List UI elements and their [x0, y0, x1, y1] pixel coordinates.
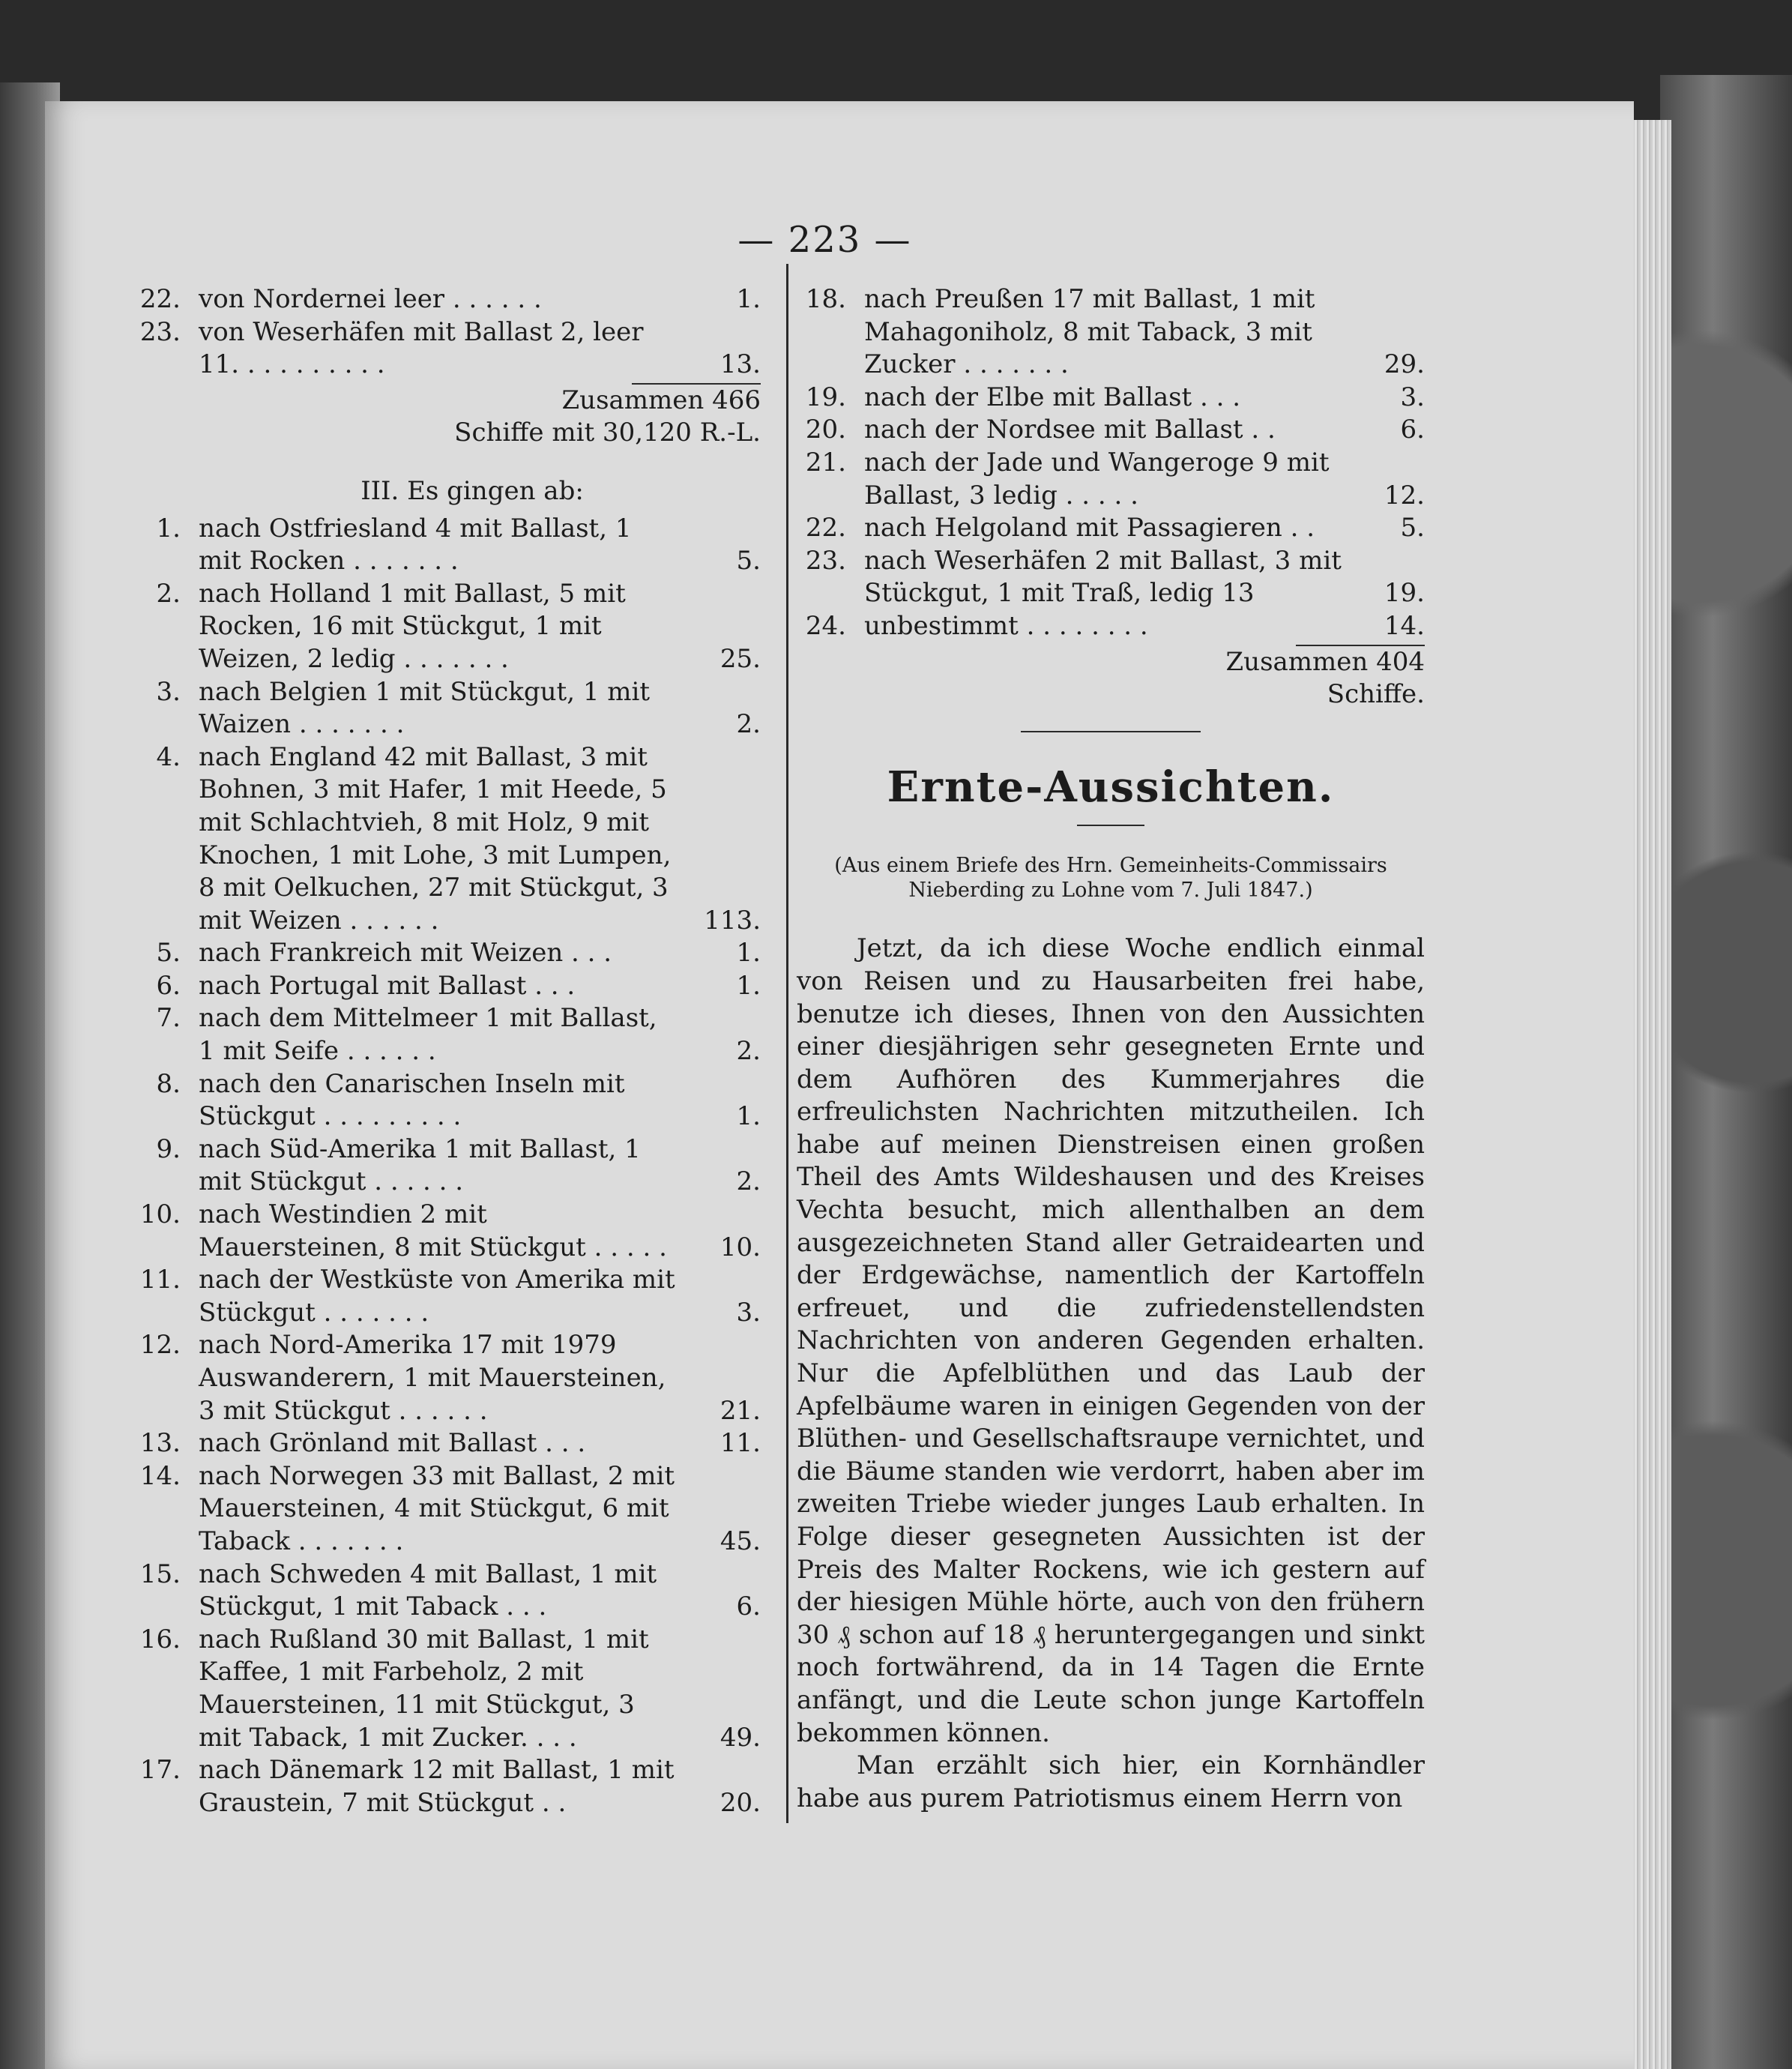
- entry-text: nach Belgien 1 mit Stückgut, 1 mit Waizen . . . . . . .: [199, 676, 651, 740]
- article-paragraph: Jetzt, da ich diese Woche endlich einmal von Reisen und zu Hausarbeiten frei habe, benutze ich dieses, Ihnen von den Aussichten einer diesjährigen sehr gesegneten Ernte und dem Aufhören des Kummerjahres die erfreulichsten Nachrichten mitzutheilen. Ich habe auf meinen Dienstreisen einen großen Theil des Amts Wildeshausen und des Kreises Vechta besucht, mich allenthalben an dem ausgezeichneten Stand aller Getraidearten und der Erdgewächse, namentlich der Kartoffeln erfreuet, und die zufriedenstellendsten Nachrichten von anderen Gegenden erhalten. Nur die Apfelblüthen und das Laub der Apfelbäume waren in einigen Gegenden von der Blüthen- und Gesellschaftsraupe vernichtet, und die Bäume standen wie verdorrt, haben aber im zweiten Triebe wieder junges Laub erhalten. In Folge dieser gesegneten Aussichten ist der Preis des Malter Rockens, wie ich gestern auf der hiesigen Mühle hörte, auch von den frühern 30 ₰ schon auf 18 ₰ heruntergegangen und sinkt noch fortwährend, da in 14 Tagen die Ernte anfängt, und die Leute schon junge Kartoffeln bekommen können.: [797, 933, 1425, 1748]
- total-line-1: Zusammen 404: [1225, 646, 1425, 677]
- list-item: [131, 1329, 761, 1427]
- list-item: [131, 741, 761, 938]
- entry-text: nach der Nordsee mit Ballast . .: [864, 415, 1276, 445]
- entry-number: 9.: [156, 1133, 181, 1164]
- list-item: [797, 512, 1425, 545]
- entry-text: nach Westindien 2 mit Mauersteinen, 8 mit Stückgut . . . . .: [199, 1199, 667, 1262]
- departure-entries: [131, 513, 761, 1820]
- list-item: [131, 1624, 761, 1754]
- list-item: [131, 513, 761, 578]
- section-heading: III. Es gingen ab:: [360, 475, 584, 506]
- entry-value: 6.: [1400, 415, 1425, 445]
- list-item: [131, 1460, 761, 1558]
- entry-text: nach Dänemark 12 mit Ballast, 1 mit Graustein, 7 mit Stückgut . .: [199, 1755, 675, 1818]
- entry-value: 10.: [719, 1232, 761, 1262]
- entry-value: 1.: [736, 938, 761, 969]
- entry-value: 113.: [704, 905, 761, 936]
- entry-text: nach Norwegen 33 mit Ballast, 2 mit Mauersteinen, 4 mit Stückgut, 6 mit Taback . . . . . . .: [199, 1460, 675, 1556]
- departure-entries-continued: [797, 283, 1425, 643]
- entry-value: 1.: [736, 1101, 761, 1132]
- list-item: [131, 1264, 761, 1329]
- list-item: [797, 382, 1425, 415]
- entry-value: 12.: [1384, 480, 1425, 511]
- entry-value: 2.: [736, 1166, 761, 1197]
- entry-value: 3.: [1400, 382, 1425, 412]
- list-item: [131, 1002, 761, 1067]
- entry-text: nach Schweden 4 mit Ballast, 1 mit Stückgut, 1 mit Taback . . .: [199, 1558, 657, 1622]
- entry-number: 23.: [805, 545, 846, 576]
- entry-number: 2.: [156, 578, 181, 609]
- entry-text: nach Helgoland mit Passagieren . .: [864, 513, 1315, 543]
- entry-text: nach der Elbe mit Ballast . . .: [864, 382, 1241, 412]
- book-cover-right: [1660, 75, 1792, 2069]
- entry-value: 49.: [719, 1722, 761, 1753]
- list-item: [797, 610, 1425, 643]
- entry-text: nach Holland 1 mit Ballast, 5 mit Rocken, 16 mit Stückgut, 1 mit Weizen, 2 ledig . . . . . . .: [199, 578, 626, 674]
- entry-text: von Nordernei leer . . . . . .: [199, 284, 542, 314]
- entry-value: 5.: [736, 546, 761, 576]
- total-line-2: Schiffe mit 30,120 R.-L.: [454, 418, 761, 448]
- entry-text: nach dem Mittelmeer 1 mit Ballast, 1 mit Seife . . . . . .: [199, 1003, 657, 1067]
- entry-text: nach Rußland 30 mit Ballast, 1 mit Kaffee, 1 mit Farbeholz, 2 mit Mauersteinen, 11 mit Stückgut, 3 mit Taback, 1 mit Zucker. . . .: [199, 1624, 649, 1753]
- entry-text: nach Nord-Amerika 17 mit 1979 Auswanderern, 1 mit Mauersteinen, 3 mit Stückgut . . . . . .: [199, 1330, 666, 1426]
- list-item: [797, 414, 1425, 447]
- entry-number: 10.: [139, 1199, 181, 1230]
- entry-text: nach Grönland mit Ballast . . .: [199, 1428, 586, 1459]
- entry-text: nach den Canarischen Inseln mit Stückgut . . . . . . . . .: [199, 1068, 625, 1132]
- entry-text: nach Ostfriesland 4 mit Ballast, 1 mit Rocken . . . . . . .: [199, 513, 632, 576]
- column-divider: [786, 264, 788, 1823]
- article-paragraph: Man erzählt sich hier, ein Kornhändler habe aus purem Patriotismus einem Herrn von: [797, 1750, 1425, 1813]
- entry-text: nach Weserhäfen 2 mit Ballast, 3 mit Stückgut, 1 mit Traß, ledig 13: [864, 545, 1342, 609]
- entry-number: 11.: [139, 1265, 181, 1295]
- list-item: [131, 970, 761, 1003]
- entry-text: nach der Westküste von Amerika mit Stückgut . . . . . . .: [199, 1265, 675, 1328]
- entry-value: 45.: [719, 1526, 761, 1556]
- entry-number: 24.: [805, 610, 846, 641]
- entry-number: 20.: [805, 415, 846, 445]
- entry-number: 6.: [156, 970, 181, 1001]
- list-item: [131, 316, 761, 382]
- entry-number: 17.: [139, 1755, 181, 1786]
- entry-value: 21.: [719, 1395, 761, 1426]
- entry-number: 22.: [805, 513, 846, 543]
- entry-text: nach Süd-Amerika 1 mit Ballast, 1 mit Stückgut . . . . . .: [199, 1133, 641, 1197]
- list-item: [131, 676, 761, 741]
- entry-value: 6.: [736, 1591, 761, 1622]
- entry-number: 7.: [156, 1003, 181, 1034]
- entry-number: 12.: [139, 1330, 181, 1361]
- entry-value: 1.: [736, 284, 761, 314]
- list-item: [797, 545, 1425, 610]
- list-item: [131, 283, 761, 316]
- entry-value: 2.: [736, 709, 761, 740]
- list-item: [131, 1427, 761, 1460]
- entry-number: 22.: [139, 284, 181, 314]
- entry-value: 13.: [719, 349, 761, 380]
- total-line-1: Zusammen 466: [561, 385, 761, 415]
- entry-text: nach England 42 mit Ballast, 3 mit Bohnen, 3 mit Hafer, 1 mit Heede, 5 mit Schlachtvieh, 8 mit Holz, 9 mit Knochen, 1 mit Lohe, 3 mit Lumpen, 8 mit Oelkuchen, 27 mit Stückgut, 3 mit Weizen . . . . . .: [199, 741, 672, 936]
- entry-number: 21.: [805, 447, 846, 478]
- entry-text: nach Portugal mit Ballast . . .: [199, 970, 576, 1001]
- list-item: [131, 1068, 761, 1133]
- entry-value: 29.: [1384, 349, 1425, 380]
- entry-value: 20.: [719, 1787, 761, 1818]
- right-column: [797, 283, 1425, 1815]
- entry-number: 16.: [139, 1624, 181, 1654]
- entry-number: 8.: [156, 1068, 181, 1099]
- title-rule: [1077, 825, 1144, 826]
- list-item: [131, 1199, 761, 1264]
- entry-text: nach der Jade und Wangeroge 9 mit Ballast, 3 ledig . . . . .: [864, 447, 1330, 511]
- entry-number: 4.: [156, 741, 181, 772]
- total-line-2: Schiffe.: [1327, 679, 1425, 710]
- entry-number: 3.: [156, 676, 181, 707]
- separator-rule: [1021, 731, 1201, 732]
- entry-text: von Weserhäfen mit Ballast 2, leer 11. . . . . . . . . .: [199, 316, 644, 380]
- entry-number: 18.: [805, 284, 846, 314]
- entry-number: 15.: [139, 1558, 181, 1589]
- list-item: [131, 578, 761, 676]
- entry-value: 5.: [1400, 513, 1425, 543]
- entry-number: 19.: [805, 382, 846, 412]
- left-column: [131, 283, 761, 1819]
- entry-value: 14.: [1384, 610, 1425, 641]
- source-note: (Aus einem Briefe des Hrn. Gemeinheits-Commissairs Nieberding zu Lohne vom 7. Juli 1847.): [834, 854, 1387, 903]
- entry-value: 3.: [736, 1297, 761, 1328]
- entry-text: nach Frankreich mit Weizen . . .: [199, 938, 612, 969]
- entry-text: nach Preußen 17 mit Ballast, 1 mit Mahagoniholz, 8 mit Taback, 3 mit Zucker . . . . . . .: [864, 284, 1315, 380]
- entry-value: 11.: [719, 1428, 761, 1459]
- list-item: [131, 1133, 761, 1199]
- entry-number: 13.: [139, 1428, 181, 1459]
- page-number: — 223 —: [737, 219, 912, 261]
- list-item: [797, 447, 1425, 512]
- entry-value: 1.: [736, 970, 761, 1001]
- entry-number: 14.: [139, 1460, 181, 1491]
- list-item: [131, 1754, 761, 1819]
- left-top-entries: [131, 283, 761, 382]
- entry-value: 19.: [1384, 578, 1425, 609]
- list-item: [131, 1558, 761, 1624]
- entry-value: 2.: [736, 1036, 761, 1067]
- entry-number: 1.: [156, 513, 181, 543]
- article-title: Ernte-Aussichten.: [887, 762, 1335, 812]
- entry-number: 23.: [139, 316, 181, 347]
- list-item: [797, 283, 1425, 382]
- entry-text: unbestimmt . . . . . . . .: [864, 610, 1148, 641]
- entry-number: 5.: [156, 938, 181, 969]
- list-item: [131, 937, 761, 970]
- entry-value: 25.: [719, 643, 761, 674]
